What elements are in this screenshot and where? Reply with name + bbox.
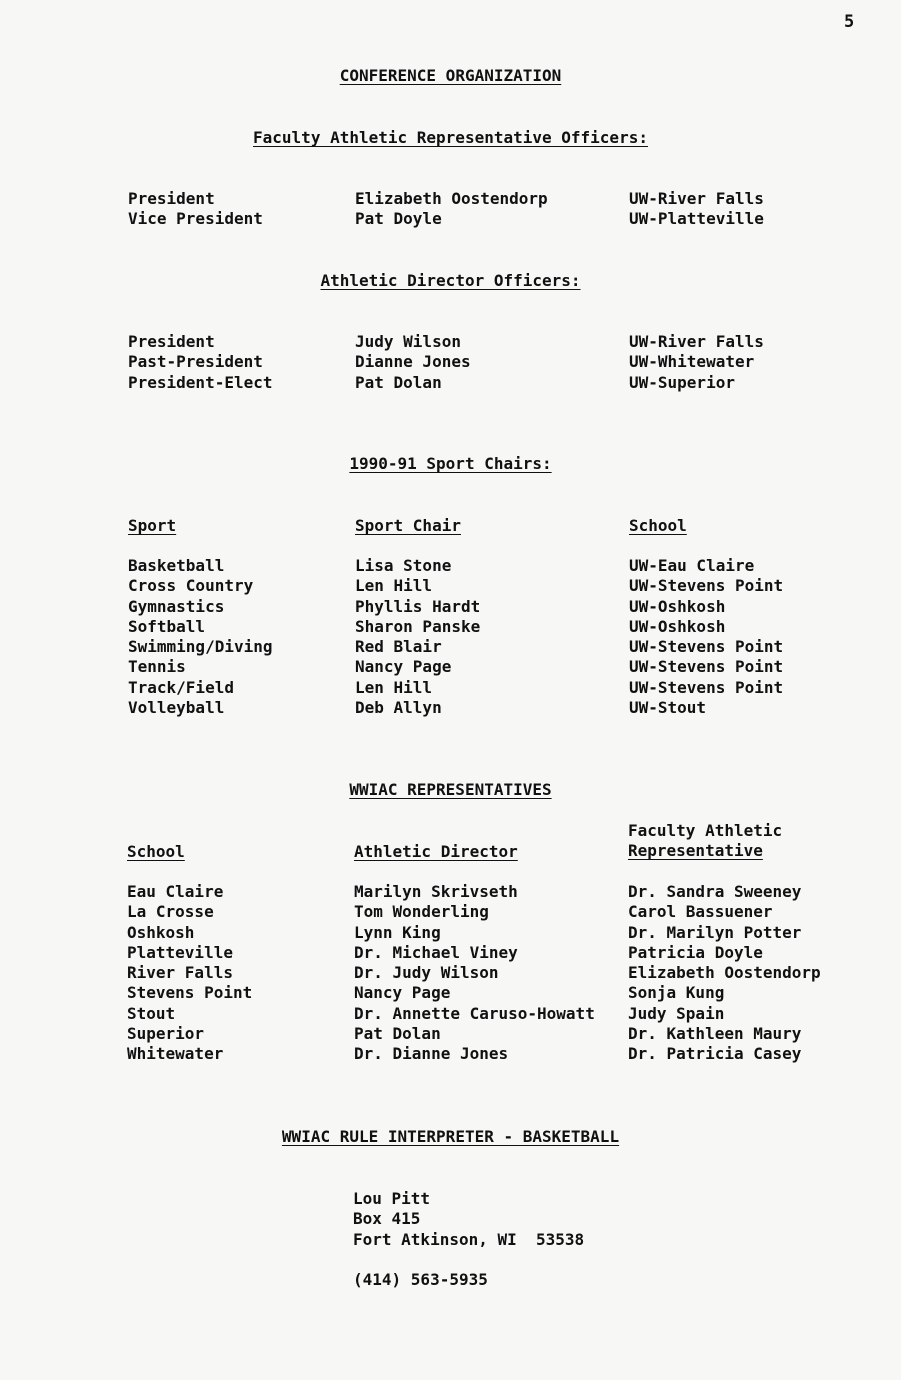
role-label: President-Elect [128,372,273,392]
officer-school: UW-Whitewater [629,352,755,372]
chair-name: Len Hill [355,576,433,596]
officer-name: Pat Doyle [355,209,442,229]
athletic-director-name: Lynn King [354,922,441,942]
far-officers-roles [128,189,263,230]
sport-chair-column-header: Sport Chair [355,516,461,535]
athletic-director-name: Marilyn Skrivseth [354,882,518,901]
chair-name: Red Blair [355,637,442,657]
far-name: Judy Spain [628,1003,725,1023]
sport-name: Gymnastics [128,596,225,616]
chair-name: Lisa Stone [355,556,452,575]
athletic-director-name: Dr. Dianne Jones [354,1044,509,1064]
athletic-director-column-header: Athletic Director [354,842,518,861]
role-label: President [128,332,215,351]
sport-chair-list [355,556,480,718]
rep-school: Superior [127,1024,205,1044]
sport-name: Volleyball [128,698,225,718]
chair-name: Nancy Page [355,657,452,677]
sport-name: Swimming/Diving [128,637,273,657]
ad-officers-names [355,332,471,393]
far-name: Dr. Sandra Sweeney [628,882,802,901]
page-number: 5 [844,12,855,32]
sport-school-list [629,556,783,718]
far-header-line1: Faculty Athletic [628,821,783,840]
interpreter-box: Box 415 [353,1209,421,1229]
officer-name: Elizabeth Oostendorp [355,189,548,208]
athletic-director-name: Dr. Judy Wilson [354,963,499,983]
athletic-director-name: Pat Dolan [354,1024,441,1044]
far-list [628,882,821,1065]
rule-interpreter-heading: WWIAC RULE INTERPRETER - BASKETBALL [281,1127,620,1146]
sport-list [128,556,273,718]
sport-name: Tennis [128,657,186,677]
interpreter-address [353,1189,584,1250]
ad-officers-heading: Athletic Director Officers: [320,271,581,290]
ad-officers-schools [629,332,764,393]
interpreter-city: Fort Atkinson, WI 53538 [353,1229,585,1249]
far-officers-heading: Faculty Athletic Representative Officers: [253,128,648,147]
officer-school: UW-River Falls [629,332,764,351]
far-officers-schools [629,189,764,230]
rep-school-list [127,882,252,1065]
role-label: President [128,189,215,208]
athletic-director-name: Dr. Michael Viney [354,942,518,962]
rep-school: Stevens Point [127,983,253,1003]
far-name: Sonja Kung [628,983,725,1003]
school-column-header: School [629,516,687,535]
officer-school: UW-Superior [629,372,735,392]
far-officers-names [355,189,548,230]
chair-school: UW-Stevens Point [629,637,784,657]
sport-name: Track/Field [128,677,234,697]
officer-name: Dianne Jones [355,352,471,372]
chair-name: Len Hill [355,677,433,697]
role-label: Past-President [128,352,263,372]
rep-school: Whitewater [127,1044,224,1064]
rep-school: Eau Claire [127,882,224,901]
officer-school: UW-Platteville [629,209,764,229]
chair-name: Deb Allyn [355,698,442,718]
officer-name: Pat Dolan [355,372,442,392]
officer-school: UW-River Falls [629,189,764,208]
far-name: Dr. Kathleen Maury [628,1024,802,1044]
far-name: Carol Bassuener [628,902,773,922]
chair-name: Sharon Panske [355,616,481,636]
chair-name: Phyllis Hardt [355,596,481,616]
chair-school: UW-Oshkosh [629,616,726,636]
rep-school: Platteville [127,942,233,962]
far-header-line2: Representative [628,841,763,861]
chair-school: UW-Oshkosh [629,596,726,616]
chair-school: UW-Stout [629,698,707,718]
far-name: Dr. Marilyn Potter [628,922,802,942]
rep-school: Oshkosh [127,922,195,942]
sport-chairs-heading: 1990-91 Sport Chairs: [349,454,552,473]
chair-school: UW-Stevens Point [629,657,784,677]
rep-school: River Falls [127,963,233,983]
interpreter-name: Lou Pitt [353,1189,431,1208]
sport-name: Basketball [128,556,225,575]
athletic-director-name: Nancy Page [354,983,451,1003]
sport-name: Cross Country [128,576,254,596]
far-name: Dr. Patricia Casey [628,1044,802,1064]
interpreter-phone: (414) 563-5935 [353,1270,488,1289]
representatives-heading: WWIAC REPRESENTATIVES [349,780,552,799]
rep-school-column-header: School [127,842,185,861]
athletic-director-name: Tom Wonderling [354,902,489,922]
athletic-director-name: Dr. Annette Caruso-Howatt [354,1003,595,1023]
page-title: CONFERENCE ORGANIZATION [339,66,562,85]
ad-officers-roles [128,332,273,393]
sport-column-header: Sport [128,516,177,535]
far-name: Patricia Doyle [628,942,763,962]
sport-name: Softball [128,616,206,636]
far-column-header [628,821,782,862]
role-label: Vice President [128,209,263,229]
chair-school: UW-Stevens Point [629,677,784,697]
athletic-director-list [354,882,595,1065]
officer-name: Judy Wilson [355,332,461,351]
rep-school: Stout [127,1003,176,1023]
chair-school: UW-Stevens Point [629,576,784,596]
rep-school: La Crosse [127,902,214,922]
far-name: Elizabeth Oostendorp [628,963,821,983]
chair-school: UW-Eau Claire [629,556,755,575]
